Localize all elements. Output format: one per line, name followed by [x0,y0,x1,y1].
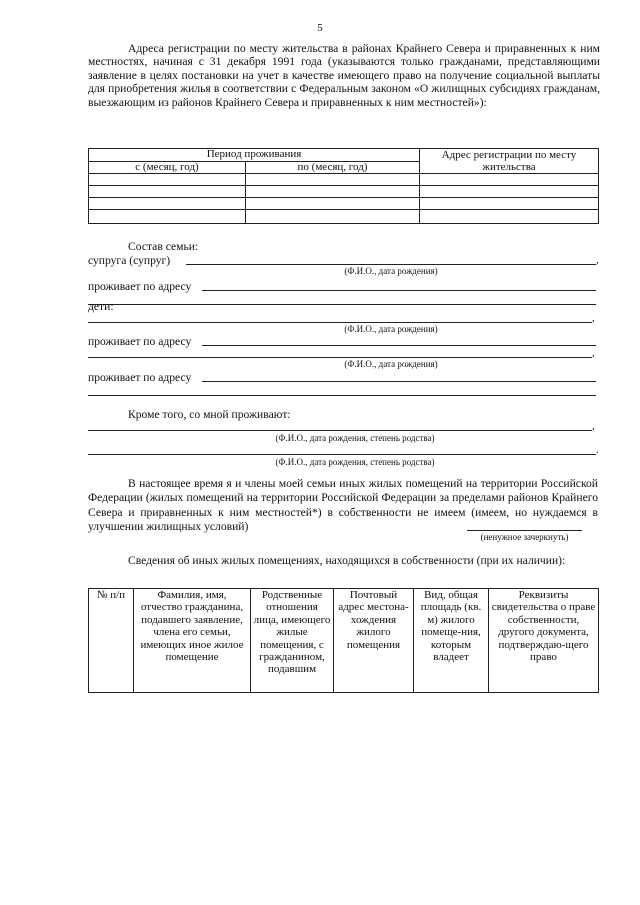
col-area: Вид, общая площадь (кв. м) жилого помеще-ния, которым владеет [414,589,489,693]
table-row [89,186,599,198]
spouse-address-label: проживает по адресу [88,280,192,293]
other-property-heading: Сведения об иных жилых помещениях, находящихся в собственности (при их наличии): [128,554,566,567]
child-1-address-line[interactable] [202,345,596,346]
col-address: Почтовый адрес местона-хождения жилого помещения [334,589,414,693]
col-document: Реквизиты свидетельства о праве собственности, другого документа, подтверждаю-щего право [489,589,599,693]
child-1-caption: (Ф.И.О., дата рождения) [344,324,438,334]
also-living-line-1[interactable] [88,430,592,431]
period-header: Период проживания [89,149,420,162]
children-label: дети: [88,300,114,313]
child-2-address-line-2[interactable] [88,395,596,396]
child-2-caption: (Ф.И.О., дата рождения) [344,359,438,369]
table-row [89,198,599,210]
child-2-field-line[interactable] [88,357,592,358]
statement-paragraph [88,477,598,535]
spouse-field-line[interactable] [186,264,596,265]
child-1-field-line[interactable] [88,322,592,323]
from-header: с (месяц, год) [89,161,246,174]
also-living-line-2[interactable] [88,454,596,455]
family-heading: Состав семьи: [128,240,199,253]
strike-note: (ненужное зачеркнуть) [480,532,569,542]
child-2-address-label: проживает по адресу [88,371,192,384]
also-living-caption-1: (Ф.И.О., дата рождения, степень родства) [275,433,435,443]
intro-paragraph [88,42,600,109]
col-number: № п/п [89,589,134,693]
intro-text: Адреса регистрации по месту жительства в районах Крайнего Севера и приравненных к ним местностях, начиная с 31 декабря 1991 года (указываются только гражданами, представляющими заявление в целях постановки на учет в качестве имеющего право на получение социальной выплаты для приобретения жилья в соответствии с Федеральным законом «О жилищных субсидиях гражданам, выезжающим из районов Крайнего Севера и приравненных к ним местностей»): [88,42,600,109]
other-property-paragraph [88,554,600,567]
table-row [89,210,599,224]
statement-text: В настоящее время я и члены моей семьи иных жилых помещений на территории Российской Федерации (жилых помещений на территории Российской Федерации за пределами районов Крайнего Севера и приравненных к ним местностей*) в собственности не имеем (имеем, но нуждаемся в улучшении жилищных условий) [88,477,598,534]
spouse-address-line-2[interactable] [88,304,596,305]
table-row [89,174,599,186]
spouse-label: супруга (супруг) [88,254,171,267]
residence-table [88,148,599,224]
property-table [88,588,599,693]
to-header: по (месяц, год) [246,161,420,174]
col-relation: Родственные отношения лица, имеющего жилые помещения, с гражданином, подавшим [251,589,334,693]
address-header: Адрес регистрации по месту жительства [420,149,599,174]
child-1-address-label: проживает по адресу [88,335,192,348]
also-living-caption-2: (Ф.И.О., дата рождения, степень родства) [275,457,435,467]
also-living-heading: Кроме того, со мной проживают: [128,408,291,421]
document-page: 5 Адреса регистрации по месту жительства в районах Крайнего Севера и приравненных к ним местностях, начиная с 31 декабря 1991 года (указываются только гражданами, представляющими заявление в целях постановки на учет в качестве имеющего право на получение социальной выплаты для приобретения жилья в соответствии с Федеральным законом «О жилищных субсидиях гражданам, выезжающим из районов Крайнего Севера и приравненных к ним местностей»): Период проживания Адрес регистрации по месту жительства с (месяц, год) по (месяц, год) Состав семьи: супруга (супруг) , (Ф.И.О., дата рождения) проживает по адресу дети: , (Ф.И.О., дата рождения) проживает по адресу , (Ф.И.О., дата рождения) проживает по адресу Кроме того, со мной проживают: , (Ф.И.О., дата рождения, степень родства) . (Ф.И.О., дата рождения, степень родства) В настоящее время я и члены моей семьи иных жилых помещений на территории Российской Федерации (жилых помещений на территории Российской Федерации за пределами районов Крайнего Севера и приравненных к ним местностей*) в собственности не имеем (имеем, но нуждаемся в улучшении жилищных условий) (ненужное зачеркнуть) Сведения об иных жилых помещениях, находящихся в собственности (при их наличии): № п/п Фамилия, имя, отчество гражданина, подавшего заявление, члена его семьи, имеющих иное жилое помещение Родственные отношения лица, имеющего жилые помещения, с гражданином, подавшим Почтовый адрес местона-хождения жилого помещения Вид, общая площадь (кв. м) жилого помеще-ния, которым владеет Реквизиты свидетельства о праве собственности, другого документа, подтверждаю-щего право [0,0,640,905]
page-number: 5 [317,22,323,34]
col-name: Фамилия, имя, отчество гражданина, подавшего заявление, члена его семьи, имеющих иное жилое помещение [134,589,251,693]
child-2-address-line[interactable] [202,381,596,382]
strike-choice-line[interactable] [467,530,582,531]
spouse-address-line[interactable] [202,290,596,291]
spouse-caption: (Ф.И.О., дата рождения) [344,266,438,276]
